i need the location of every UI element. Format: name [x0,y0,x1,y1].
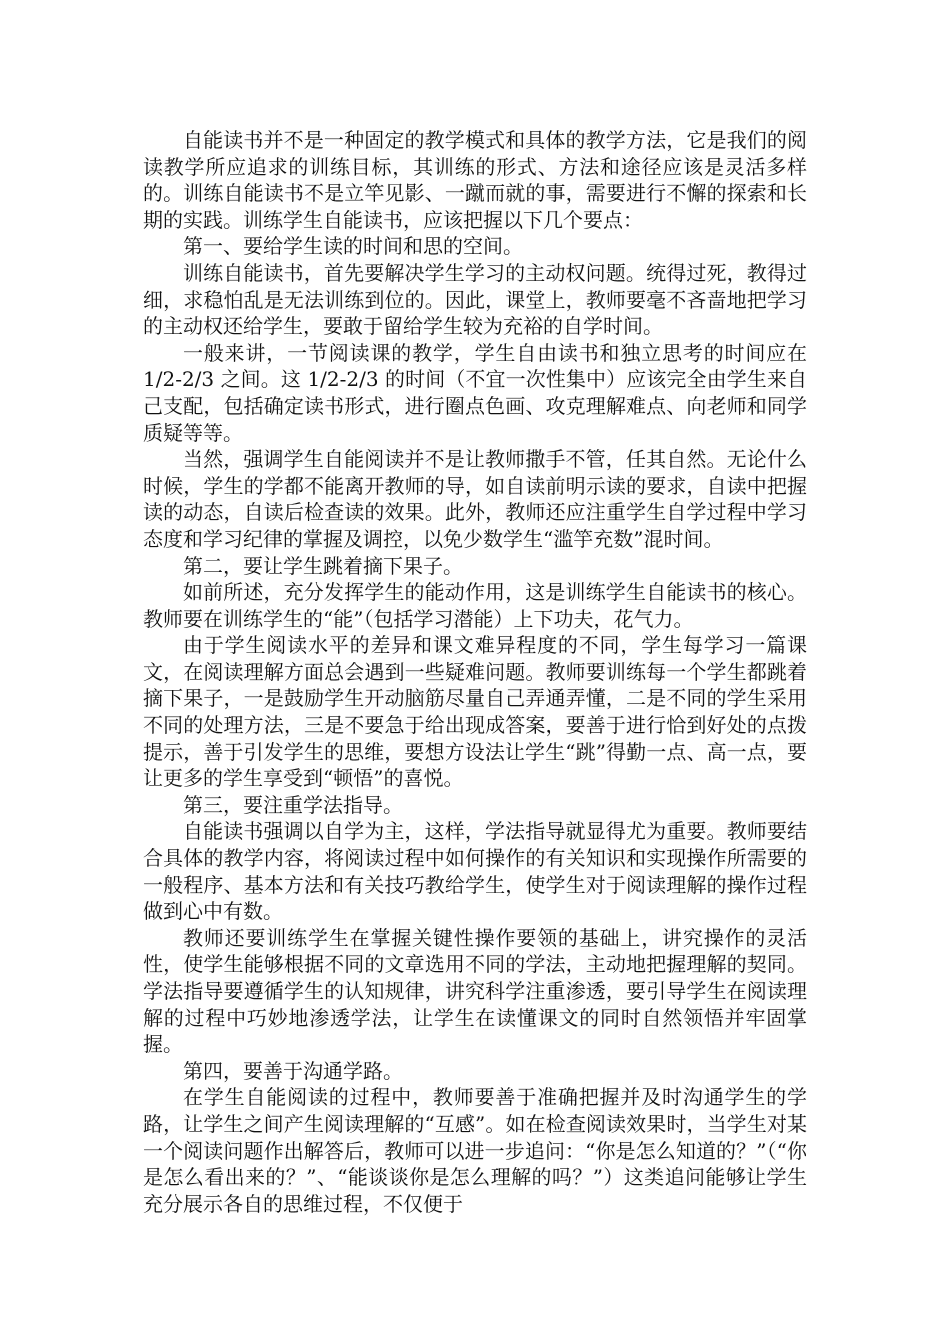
paragraph-intro: 自能读书并不是一种固定的教学模式和具体的教学方法，它是我们的阅读教学所应追求的训练目标，其训练的形式、方法和途径应该是灵活多样的。训练自能读书不是立竿见影、一蹴而就的事，需要进行不懈的探索和长期的实践。训练学生自能读书，应该把握以下几个要点： [143,128,807,232]
paragraph: 训练自能读书，首先要解决学生学习的主动权问题。统得过死，教得过细，求稳怕乱是无法训练到位的。因此，课堂上，教师要毫不吝啬地把学习的主动权还给学生，要敢于留给学生较为充裕的自学时间。 [143,260,807,339]
paragraph: 自能读书强调以自学为主，这样，学法指导就显得尤为重要。教师要结合具体的教学内容，将阅读过程中如何操作的有关知识和实现操作所需要的一般程序、基本方法和有关技巧教给学生，使学生对于阅读理解的操作过程做到心中有数。 [143,819,807,924]
heading-point-three: 第三，要注重学法指导。 [183,792,403,817]
document-body [143,127,807,1217]
heading-point-two: 第二，要让学生跳着摘下果子。 [183,553,463,578]
paragraph: 教师还要训练学生在掌握关键性操作要领的基础上，讲究操作的灵活性，使学生能够根据不同的文章选用不同的学法，主动地把握理解的契同。学法指导要遵循学生的认知规律，讲究科学注重渗透，要引导学生在阅读理解的过程中巧妙地渗透学法，让学生在读懂课文的同时自然领悟并牢固掌握。 [143,925,807,1057]
heading-point-four: 第四，要善于沟通学路。 [183,1058,403,1083]
paragraph: 由于学生阅读水平的差异和课文难异程度的不同，学生每学习一篇课文，在阅读理解方面总会遇到一些疑难问题。教师要训练每一个学生都跳着摘下果子，一是鼓励学生开动脑筋尽量自己弄通弄懂，二是不同的学生采用不同的处理方法，三是不要急于给出现成答案，要善于进行恰到好处的点拨提示，善于引发学生的思维，要想方设法让学生“跳”得勤一点、高一点，要让更多的学生享受到“顿悟”的喜悦。 [143,633,807,791]
paragraph: 在学生自能阅读的过程中，教师要善于准确把握并及时沟通学生的学路，让学生之间产生阅读理解的“互感”。如在检查阅读效果时，当学生对某一个阅读问题作出解答后，教师可以进一步追问：“你是怎么知道的？”（“你是怎么看出来的？”、“能谈谈你是怎么理解的吗？”）这类追问能够让学生充分展示各自的思维过程，不仅便于 [143,1085,807,1216]
heading-point-one: 第一、要给学生读的时间和思的空间。 [183,234,523,259]
paragraph: 当然，强调学生自能阅读并不是让教师撒手不管，任其自然。无论什么时候，学生的学都不能离开教师的导，如自读前明示读的要求，自读中把握读的动态，自读后检查读的效果。此外，教师还应注重学生自学过程中学习态度和学习纪律的掌握及调控，以免少数学生“滥竽充数”混时间。 [143,447,807,551]
paragraph: 如前所述，充分发挥学生的能动作用，这是训练学生自能读书的核心。教师要在训练学生的“能”（包括学习潜能）上下功夫，花气力。 [143,580,807,631]
paragraph: 一般来讲，一节阅读课的教学，学生自由读书和独立思考的时间应在 1/2-2/3 之间。这 1/2-2/3 的时间（不宜一次性集中）应该完全由学生来自己支配，包括确定读书形式，进行圈点色画、攻克理解难点、向老师和同学质疑等等。 [143,340,807,445]
